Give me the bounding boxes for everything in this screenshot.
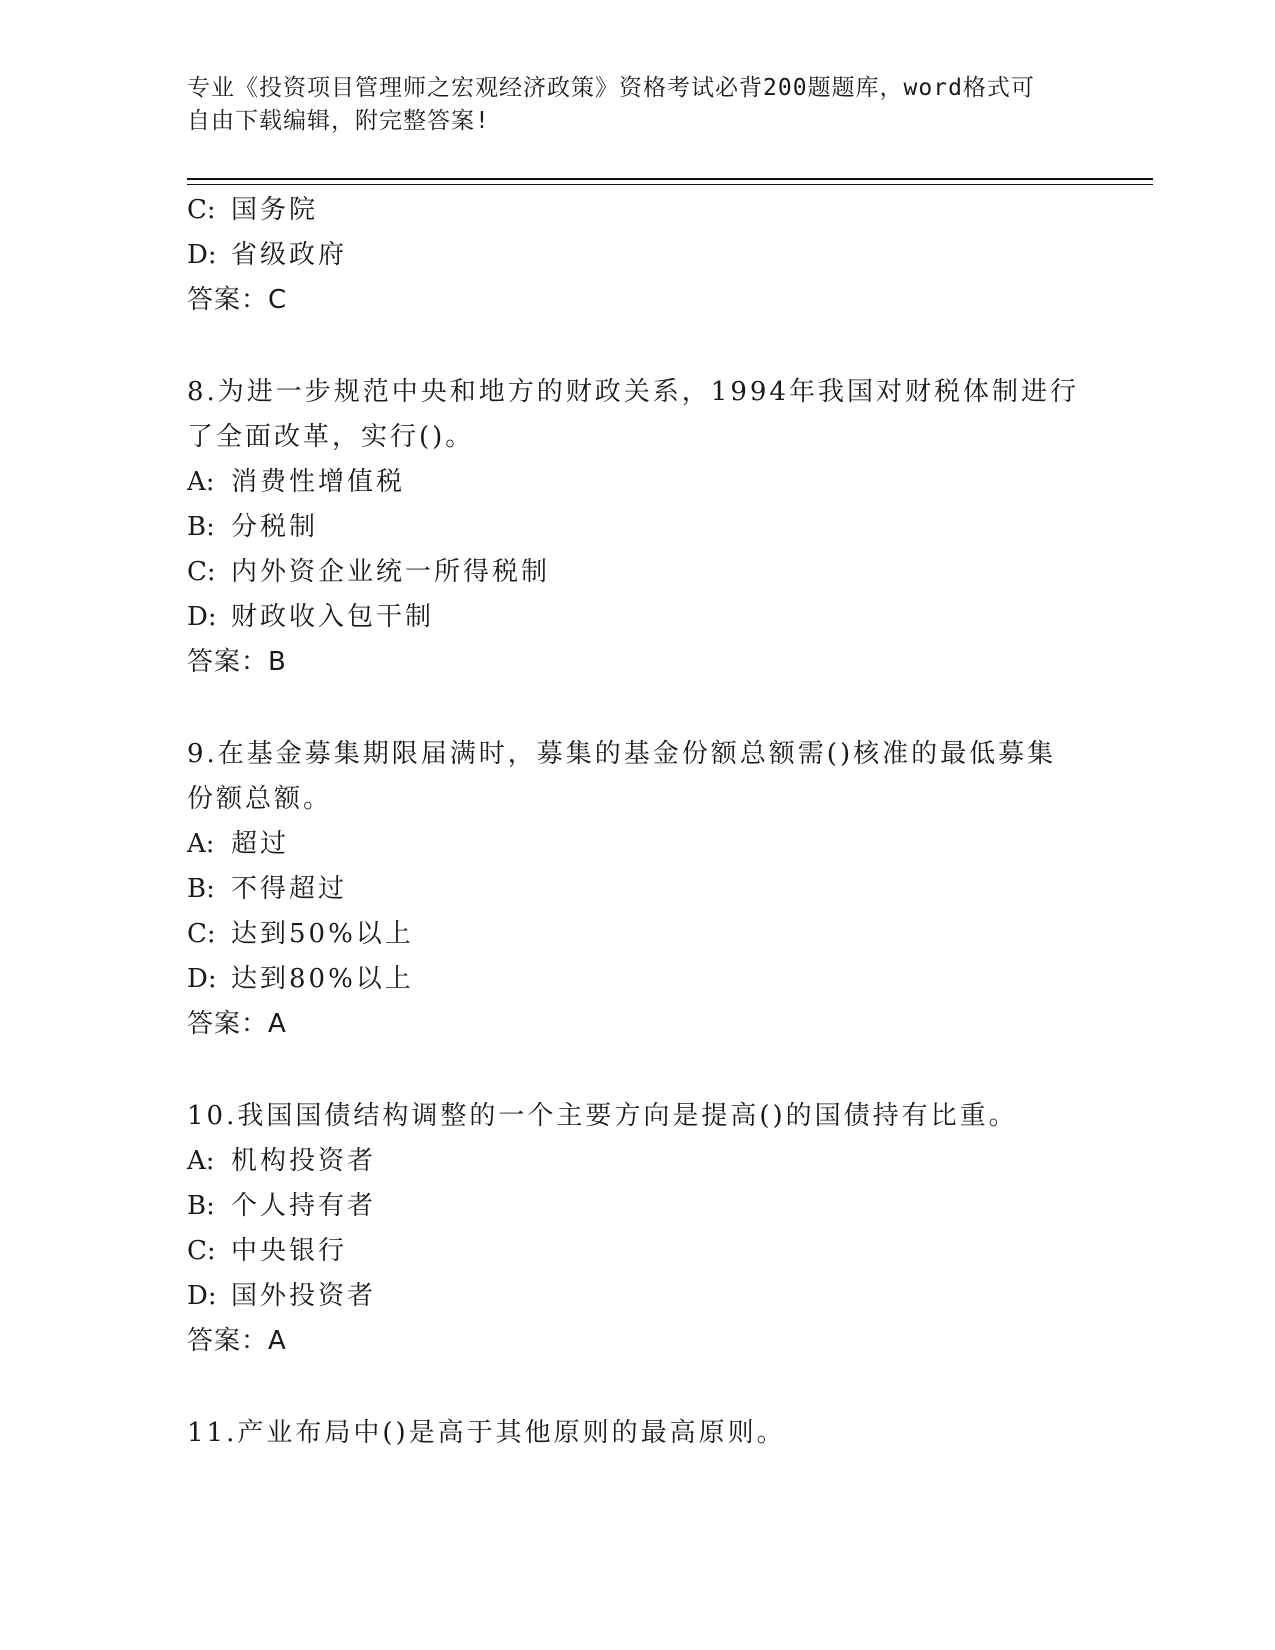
q9-stem-line-2: 份额总额。 bbox=[187, 784, 333, 814]
q8-option-a bbox=[187, 467, 405, 497]
q10-option-b bbox=[187, 1191, 376, 1221]
option-label: A: bbox=[187, 467, 215, 497]
option-label: C: bbox=[187, 1236, 216, 1266]
option-text: 不得超过 bbox=[231, 874, 348, 904]
option-text: 消费性增值税 bbox=[231, 467, 406, 497]
q9-option-c bbox=[187, 919, 414, 949]
q10-option-a bbox=[187, 1146, 376, 1176]
option-label: D: bbox=[187, 1281, 217, 1311]
option-label: B: bbox=[187, 1191, 215, 1221]
option-text: 财政收入包干制 bbox=[231, 602, 435, 632]
prev-answer: 答案：C bbox=[187, 285, 288, 315]
option-text: 机构投资者 bbox=[231, 1146, 377, 1176]
q8-stem-line-2: 了全面改革，实行()。 bbox=[187, 422, 475, 452]
option-label: B: bbox=[187, 874, 215, 904]
option-label: C: bbox=[187, 919, 216, 949]
option-text: 国务院 bbox=[231, 195, 319, 225]
q10-option-d bbox=[187, 1281, 376, 1311]
option-text: 达到80%以上 bbox=[231, 964, 414, 994]
header-line-1: 专业《投资项目管理师之宏观经济政策》资格考试必背200题题库，word格式可 bbox=[187, 75, 1035, 101]
q8-stem-line-1: 8.为进一步规范中央和地方的财政关系，1994年我国对财税体制进行 bbox=[187, 377, 1079, 407]
option-label: B: bbox=[187, 512, 215, 542]
q8-option-d bbox=[187, 602, 434, 632]
prev-option-c bbox=[187, 195, 318, 225]
q10-answer: 答案：A bbox=[187, 1326, 287, 1356]
q9-option-b bbox=[187, 874, 347, 904]
header-rule-thin bbox=[187, 184, 1153, 185]
document-header bbox=[187, 72, 1067, 138]
option-text: 个人持有者 bbox=[231, 1191, 377, 1221]
option-text: 省级政府 bbox=[231, 240, 348, 270]
option-text: 分税制 bbox=[231, 512, 319, 542]
q9-stem-line-1: 9.在基金募集期限届满时，募集的基金份额总额需()核准的最低募集 bbox=[187, 739, 1057, 769]
option-label: A: bbox=[187, 1146, 215, 1176]
option-label: D: bbox=[187, 964, 217, 994]
option-label: D: bbox=[187, 602, 217, 632]
option-text: 内外资企业统一所得税制 bbox=[231, 557, 551, 587]
q10-stem-line-1: 10.我国国债结构调整的一个主要方向是提高()的国债持有比重。 bbox=[187, 1101, 1018, 1131]
header-line-2: 自由下载编辑，附完整答案! bbox=[187, 108, 490, 134]
q8-option-c bbox=[187, 557, 550, 587]
q9-answer: 答案：A bbox=[187, 1009, 287, 1039]
option-label: D: bbox=[187, 240, 217, 270]
option-text: 国外投资者 bbox=[231, 1281, 377, 1311]
q8-option-b bbox=[187, 512, 318, 542]
q8-answer: 答案：B bbox=[187, 647, 287, 677]
option-text: 达到50%以上 bbox=[231, 919, 414, 949]
header-rule-thick bbox=[187, 178, 1153, 180]
option-text: 中央银行 bbox=[231, 1236, 348, 1266]
q9-option-a bbox=[187, 829, 289, 859]
q9-option-d bbox=[187, 964, 414, 994]
option-label: C: bbox=[187, 557, 216, 587]
q11-stem-line-1: 11.产业布局中()是高于其他原则的最高原则。 bbox=[187, 1418, 786, 1448]
option-label: A: bbox=[187, 829, 215, 859]
option-text: 超过 bbox=[231, 829, 290, 859]
prev-option-d bbox=[187, 240, 347, 270]
q10-option-c bbox=[187, 1236, 347, 1266]
option-label: C: bbox=[187, 195, 216, 225]
